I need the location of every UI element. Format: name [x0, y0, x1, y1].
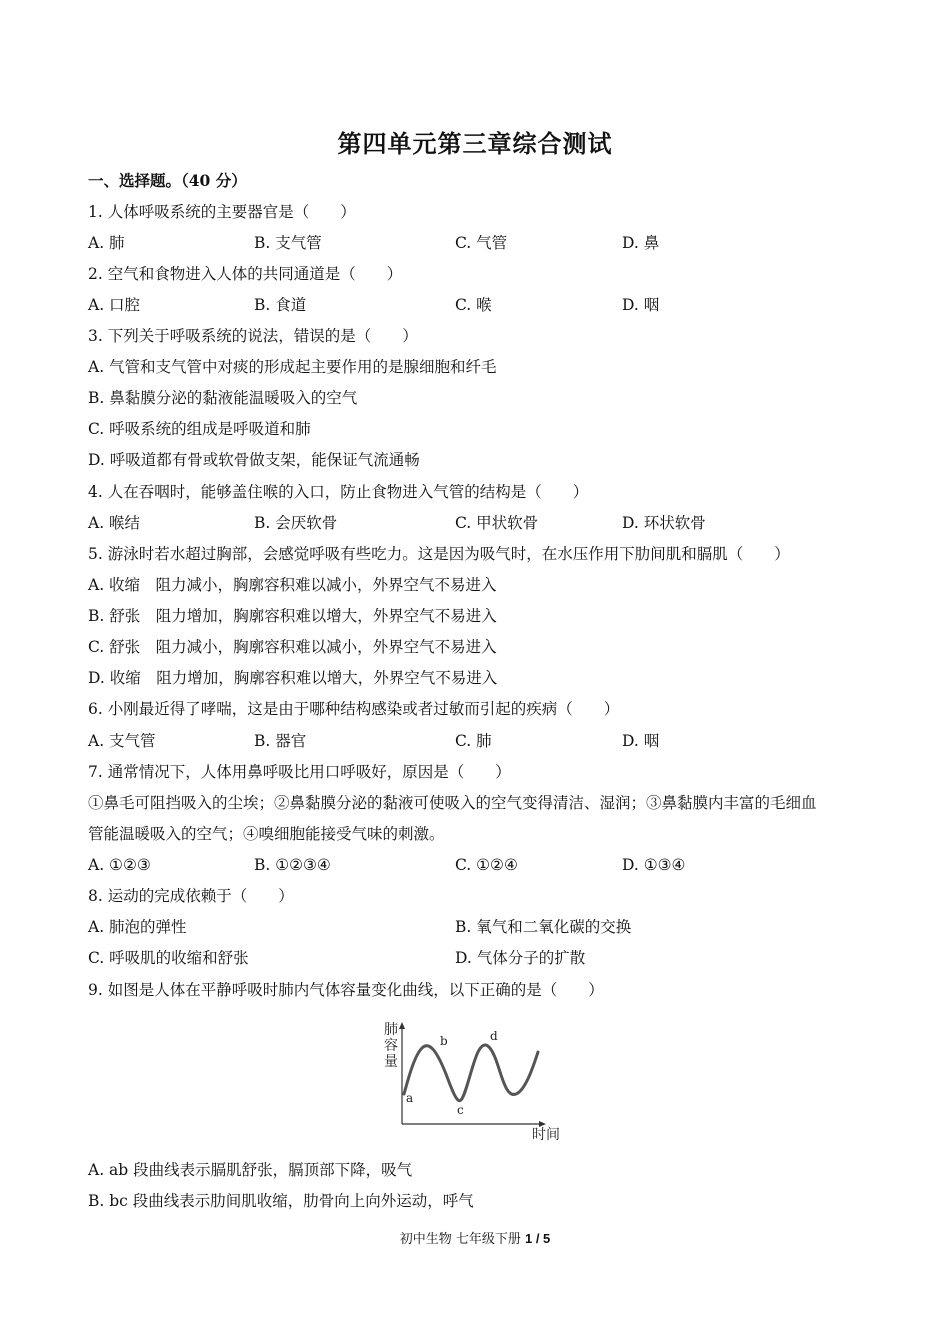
page-number: 1 / 5 [524, 1231, 551, 1246]
q8-option-b: B. 氧气和二氧化碳的交换 [455, 918, 632, 936]
footer-text: 初中生物 七年级下册 [399, 1232, 525, 1247]
q7-statement-line-1: ①鼻毛可阻挡吸入的尘埃；②鼻黏膜分泌的黏液可使吸入的空气变得清洁、湿润；③鼻黏膜内丰富的毛细血 [88, 794, 817, 812]
volume-curve [404, 1045, 538, 1101]
point-d-label: d [490, 1029, 498, 1043]
q3-option-d: D. 呼吸道都有骨或软骨做支架，能保证气流通畅 [88, 451, 420, 469]
q6-option-d: D. 咽 [622, 732, 660, 750]
page-footer [0, 1228, 950, 1247]
y-axis-arrow [399, 1022, 405, 1029]
q1-option-d: D. 鼻 [622, 234, 660, 252]
q9-option-b: B. bc 段曲线表示肋间肌收缩，肋骨向上向外运动，呼气 [88, 1192, 474, 1210]
q5-option-b: B. 舒张 阻力增加，胸廓容积难以增大，外界空气不易进入 [88, 607, 497, 625]
q6-option-a: A. 支气管 [88, 732, 156, 750]
q1-option-c: C. 气管 [455, 234, 508, 252]
lung-volume-figure [378, 1018, 578, 1144]
y-label-3: 量 [384, 1054, 398, 1070]
question-9: 9. 如图是人体在平静呼吸时肺内气体容量变化曲线，以下正确的是（ ） [88, 981, 604, 999]
q5-option-a: A. 收缩 阻力减小，胸廓容积难以减小，外界空气不易进入 [88, 576, 497, 594]
q4-option-d: D. 环状软骨 [622, 514, 706, 532]
question-3: 3. 下列关于呼吸系统的说法，错误的是（ ） [88, 327, 418, 345]
y-label-2: 容 [384, 1038, 398, 1054]
q6-option-c: C. 肺 [455, 732, 492, 750]
q3-option-b: B. 鼻黏膜分泌的黏液能温暖吸入的空气 [88, 389, 358, 407]
q2-option-a: A. 口腔 [88, 296, 141, 314]
question-1: 1. 人体呼吸系统的主要器官是（ ） [88, 203, 356, 221]
q1-option-a: A. 肺 [88, 234, 125, 252]
question-5: 5. 游泳时若水超过胸部，会感觉呼吸有些吃力。这是因为吸气时，在水压作用下肋间肌和膈肌（ ） [88, 545, 790, 563]
question-2: 2. 空气和食物进入人体的共同通道是（ ） [88, 265, 403, 283]
section-heading: 一、选择题。（40 分） [88, 171, 247, 190]
q7-option-a: A. ①②③ [88, 856, 151, 874]
x-label: 时间 [532, 1127, 560, 1143]
q1-option-b: B. 支气管 [254, 234, 322, 252]
q4-option-b: B. 会厌软骨 [254, 514, 338, 532]
q8-option-d: D. 气体分子的扩散 [455, 949, 586, 967]
q2-option-b: B. 食道 [254, 296, 307, 314]
point-c-label: c [457, 1103, 464, 1117]
q8-option-a: A. 肺泡的弹性 [88, 918, 187, 936]
page-title: 第四单元第三章综合测试 [337, 129, 613, 158]
q3-option-a: A. 气管和支气管中对痰的形成起主要作用的是腺细胞和纤毛 [88, 358, 497, 376]
q9-option-a: A. ab 段曲线表示膈肌舒张，膈顶部下降，吸气 [88, 1161, 413, 1179]
q4-option-a: A. 喉结 [88, 514, 141, 532]
question-7: 7. 通常情况下，人体用鼻呼吸比用口呼吸好，原因是（ ） [88, 763, 511, 781]
question-8: 8. 运动的完成依赖于（ ） [88, 887, 294, 905]
y-label-1: 肺 [384, 1022, 398, 1038]
q6-option-b: B. 器官 [254, 732, 307, 750]
q3-option-c: C. 呼吸系统的组成是呼吸道和肺 [88, 420, 311, 438]
q8-option-c: C. 呼吸肌的收缩和舒张 [88, 949, 249, 967]
point-b-label: b [440, 1034, 448, 1048]
point-a-label: a [406, 1091, 414, 1105]
q2-option-d: D. 咽 [622, 296, 660, 314]
q7-option-b: B. ①②③④ [254, 856, 331, 874]
question-4: 4. 人在吞咽时，能够盖住喉的入口，防止食物进入气管的结构是（ ） [88, 483, 589, 501]
q5-option-d: D. 收缩 阻力增加，胸廓容积难以增大，外界空气不易进入 [88, 669, 498, 687]
question-6: 6. 小刚最近得了哮喘，这是由于哪种结构感染或者过敏而引起的疾病（ ） [88, 700, 620, 718]
q4-option-c: C. 甲状软骨 [455, 514, 539, 532]
q7-statement-line-2: 管能温暖吸入的空气；④嗅细胞能接受气味的刺激。 [88, 825, 445, 843]
q7-option-d: D. ①③④ [622, 856, 686, 874]
q5-option-c: C. 舒张 阻力减小，胸廓容积难以减小，外界空气不易进入 [88, 638, 497, 656]
q7-option-c: C. ①②④ [455, 856, 518, 874]
q2-option-c: C. 喉 [455, 296, 492, 314]
